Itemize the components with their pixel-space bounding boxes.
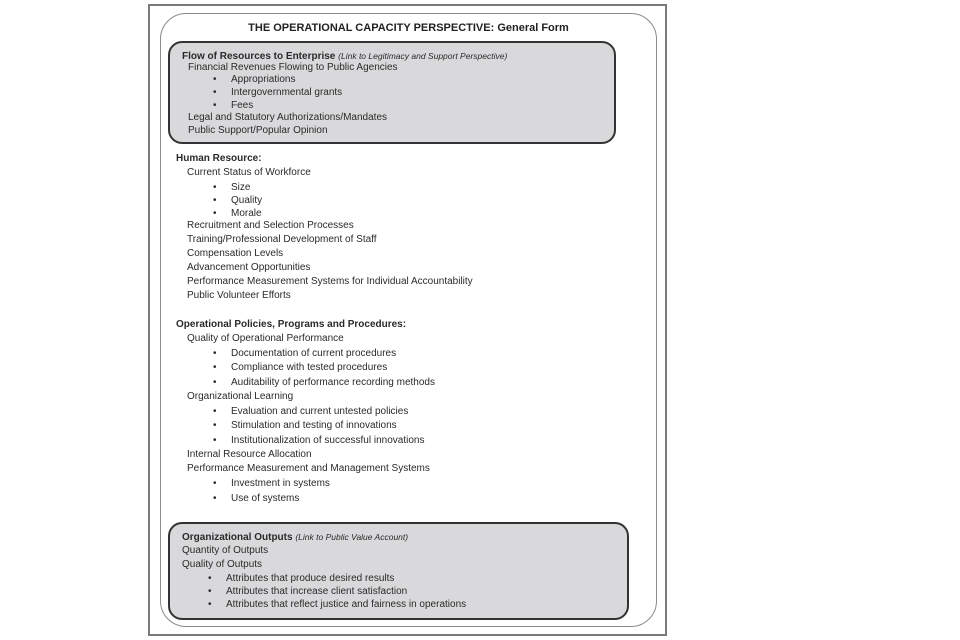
ops-pm-bullet: Use of systems (231, 493, 300, 504)
human-bullet: Quality (231, 195, 263, 206)
human-heading: Human Resource: (176, 153, 262, 164)
bullet-icon: • (213, 208, 217, 219)
bullet-icon: • (213, 348, 217, 359)
bullet-icon: • (213, 420, 217, 431)
ops-quality-bullet: Auditability of performance recording methods (231, 377, 435, 388)
page-title: THE OPERATIONAL CAPACITY PERSPECTIVE: General Form (248, 22, 569, 34)
flow-bullet: Appropriations (231, 74, 296, 85)
bullet-icon: • (208, 573, 212, 584)
bullet-icon: • (213, 195, 217, 206)
outputs-bullet: Attributes that produce desired results (226, 573, 395, 584)
ops-pm: Performance Measurement and Management Systems (187, 463, 430, 474)
ops-quality-bullet: Documentation of current procedures (231, 348, 397, 359)
flow-financial: Financial Revenues Flowing to Public Agencies (188, 62, 398, 73)
outputs-bullet: Attributes that increase client satisfaction (226, 586, 408, 597)
outputs-heading-line (182, 531, 408, 544)
human-item: Public Volunteer Efforts (187, 290, 291, 301)
outputs-quality: Quality of Outputs (182, 559, 263, 570)
outputs-quantity: Quantity of Outputs (182, 545, 269, 556)
bullet-icon: • (208, 599, 212, 610)
bullet-icon: • (208, 586, 212, 597)
ops-learning-bullet: Evaluation and current untested policies (231, 406, 409, 417)
bullet-icon: • (213, 100, 217, 111)
ops-learning: Organizational Learning (187, 391, 294, 402)
bullet-icon: • (213, 74, 217, 85)
bullet-icon: • (213, 377, 217, 388)
bullet-icon: • (213, 493, 217, 504)
flow-legal: Legal and Statutory Authorizations/Mandates (188, 112, 388, 123)
outputs-link: (Link to Public Value Account) (295, 532, 409, 542)
human-bullet: Morale (231, 208, 262, 219)
outputs-heading: Organizational Outputs (182, 532, 293, 543)
human-item: Performance Measurement Systems for Individual Accountability (187, 276, 473, 287)
bullet-icon: • (213, 362, 217, 373)
flow-heading: Flow of Resources to Enterprise (182, 51, 336, 62)
ops-quality-bullet: Compliance with tested procedures (231, 362, 388, 373)
ops-heading: Operational Policies, Programs and Procedures: (176, 319, 407, 330)
flow-bullet: Fees (231, 100, 254, 111)
human-bullet: Size (231, 182, 251, 193)
bullet-icon: • (213, 478, 217, 489)
flow-public: Public Support/Popular Opinion (188, 125, 328, 136)
human-item: Compensation Levels (187, 248, 284, 259)
bullet-icon: • (213, 435, 217, 446)
human-item: Advancement Opportunities (187, 262, 311, 273)
flow-link: (Link to Legitimacy and Support Perspective) (338, 51, 508, 61)
ops-allocation: Internal Resource Allocation (187, 449, 312, 460)
ops-learning-bullet: Institutionalization of successful innovations (231, 435, 425, 446)
bullet-icon: • (213, 182, 217, 193)
outputs-bullet: Attributes that reflect justice and fairness in operations (226, 599, 467, 610)
human-workforce: Current Status of Workforce (187, 167, 311, 178)
human-item: Training/Professional Development of Staff (187, 234, 377, 245)
bullet-icon: • (213, 406, 217, 417)
ops-quality: Quality of Operational Performance (187, 333, 344, 344)
ops-pm-bullet: Investment in systems (231, 478, 330, 489)
flow-bullet: Intergovernmental grants (231, 87, 343, 98)
human-item: Recruitment and Selection Processes (187, 220, 354, 231)
bullet-icon: • (213, 87, 217, 98)
ops-learning-bullet: Stimulation and testing of innovations (231, 420, 397, 431)
